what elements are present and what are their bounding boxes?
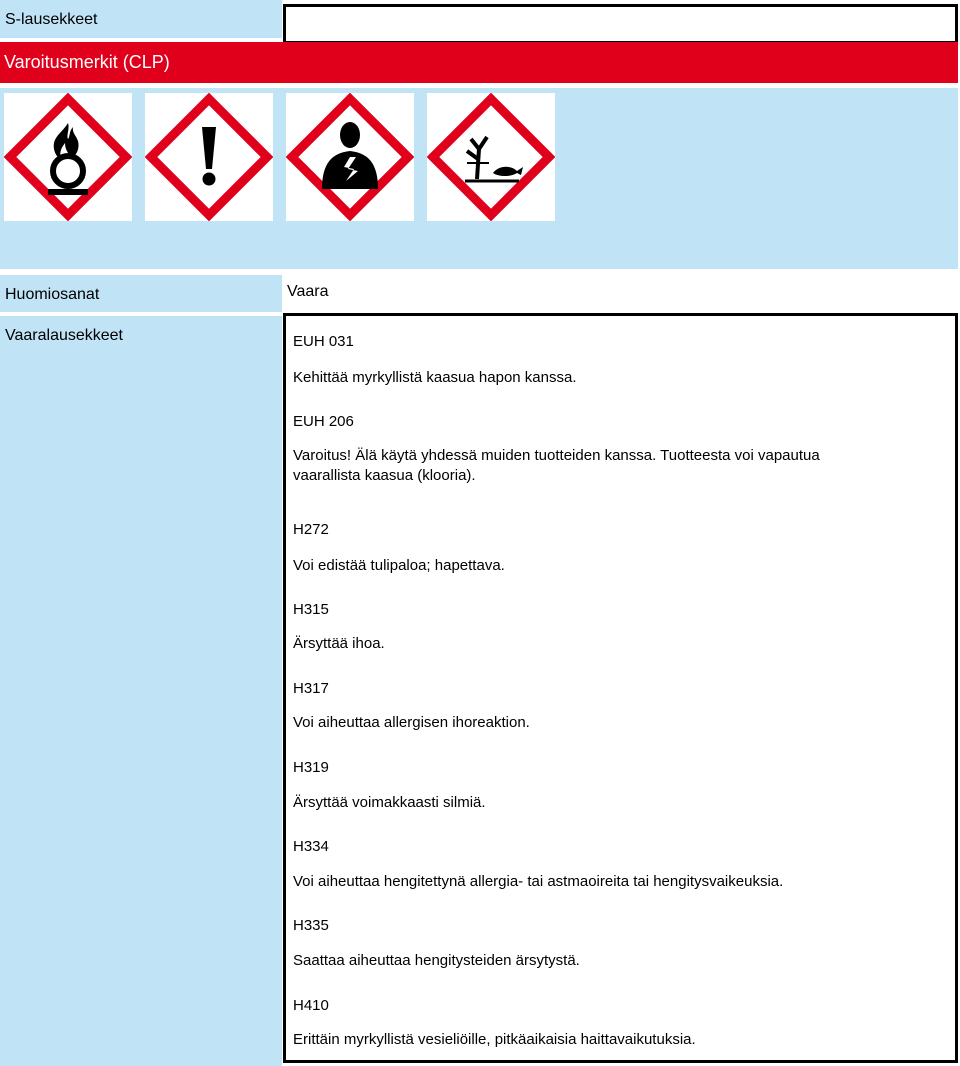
hazard-text: Ärsyttää ihoa. xyxy=(293,635,385,652)
environment-icon xyxy=(427,93,555,221)
pictogram-oxidizing xyxy=(4,93,132,221)
signal-word-label: Huomiosanat xyxy=(5,286,100,303)
health-hazard-icon xyxy=(286,93,414,221)
s-phrases-label-cell xyxy=(0,0,282,38)
exclamation-mark-icon xyxy=(145,93,273,221)
hazard-text: Erittäin myrkyllistä vesieliöille, pitkäaikaisia haittavaikutuksia. xyxy=(293,1031,696,1048)
signal-word-label-cell xyxy=(0,275,282,312)
hazard-code: EUH 031 xyxy=(293,333,354,350)
clp-header xyxy=(0,42,958,83)
hazard-statements-label: Vaaralausekkeet xyxy=(5,327,123,344)
clp-title: Varoitusmerkit (CLP) xyxy=(4,52,170,72)
hazard-text: Kehittää myrkyllistä kaasua hapon kanssa. xyxy=(293,369,577,386)
flame-over-circle-icon xyxy=(4,93,132,221)
s-phrases-value-box xyxy=(283,4,958,44)
hazard-text: Voi aiheuttaa allergisen ihoreaktion. xyxy=(293,714,530,731)
hazard-text: Saattaa aiheuttaa hengitysteiden ärsytystä. xyxy=(293,952,580,969)
hazard-code: H317 xyxy=(293,680,329,697)
hazard-code: EUH 206 xyxy=(293,413,354,430)
hazard-text: Ärsyttää voimakkaasti silmiä. xyxy=(293,794,486,811)
hazard-code: H334 xyxy=(293,838,329,855)
hazard-code: H410 xyxy=(293,997,329,1014)
hazard-statements-label-cell xyxy=(0,316,282,1066)
hazard-code: H335 xyxy=(293,917,329,934)
pictogram-environment xyxy=(427,93,555,221)
hazard-text: Voi edistää tulipaloa; hapettava. xyxy=(293,557,505,574)
hazard-code: H315 xyxy=(293,601,329,618)
hazard-statements-box xyxy=(283,313,958,1063)
hazard-code: H319 xyxy=(293,759,329,776)
s-phrases-label: S-lausekkeet xyxy=(5,11,98,28)
hazard-code: H272 xyxy=(293,521,329,538)
signal-word-value: Vaara xyxy=(287,283,329,300)
pictogram-irritant xyxy=(145,93,273,221)
hazard-text: Voi aiheuttaa hengitettynä allergia- tai astmaoireita tai hengitysvaikeuksia. xyxy=(293,873,784,890)
hazard-text: Varoitus! Älä käytä yhdessä muiden tuotteiden kanssa. Tuotteesta voi vapautua vaarallista kaasua (klooria). xyxy=(293,447,820,484)
pictogram-health-hazard xyxy=(286,93,414,221)
